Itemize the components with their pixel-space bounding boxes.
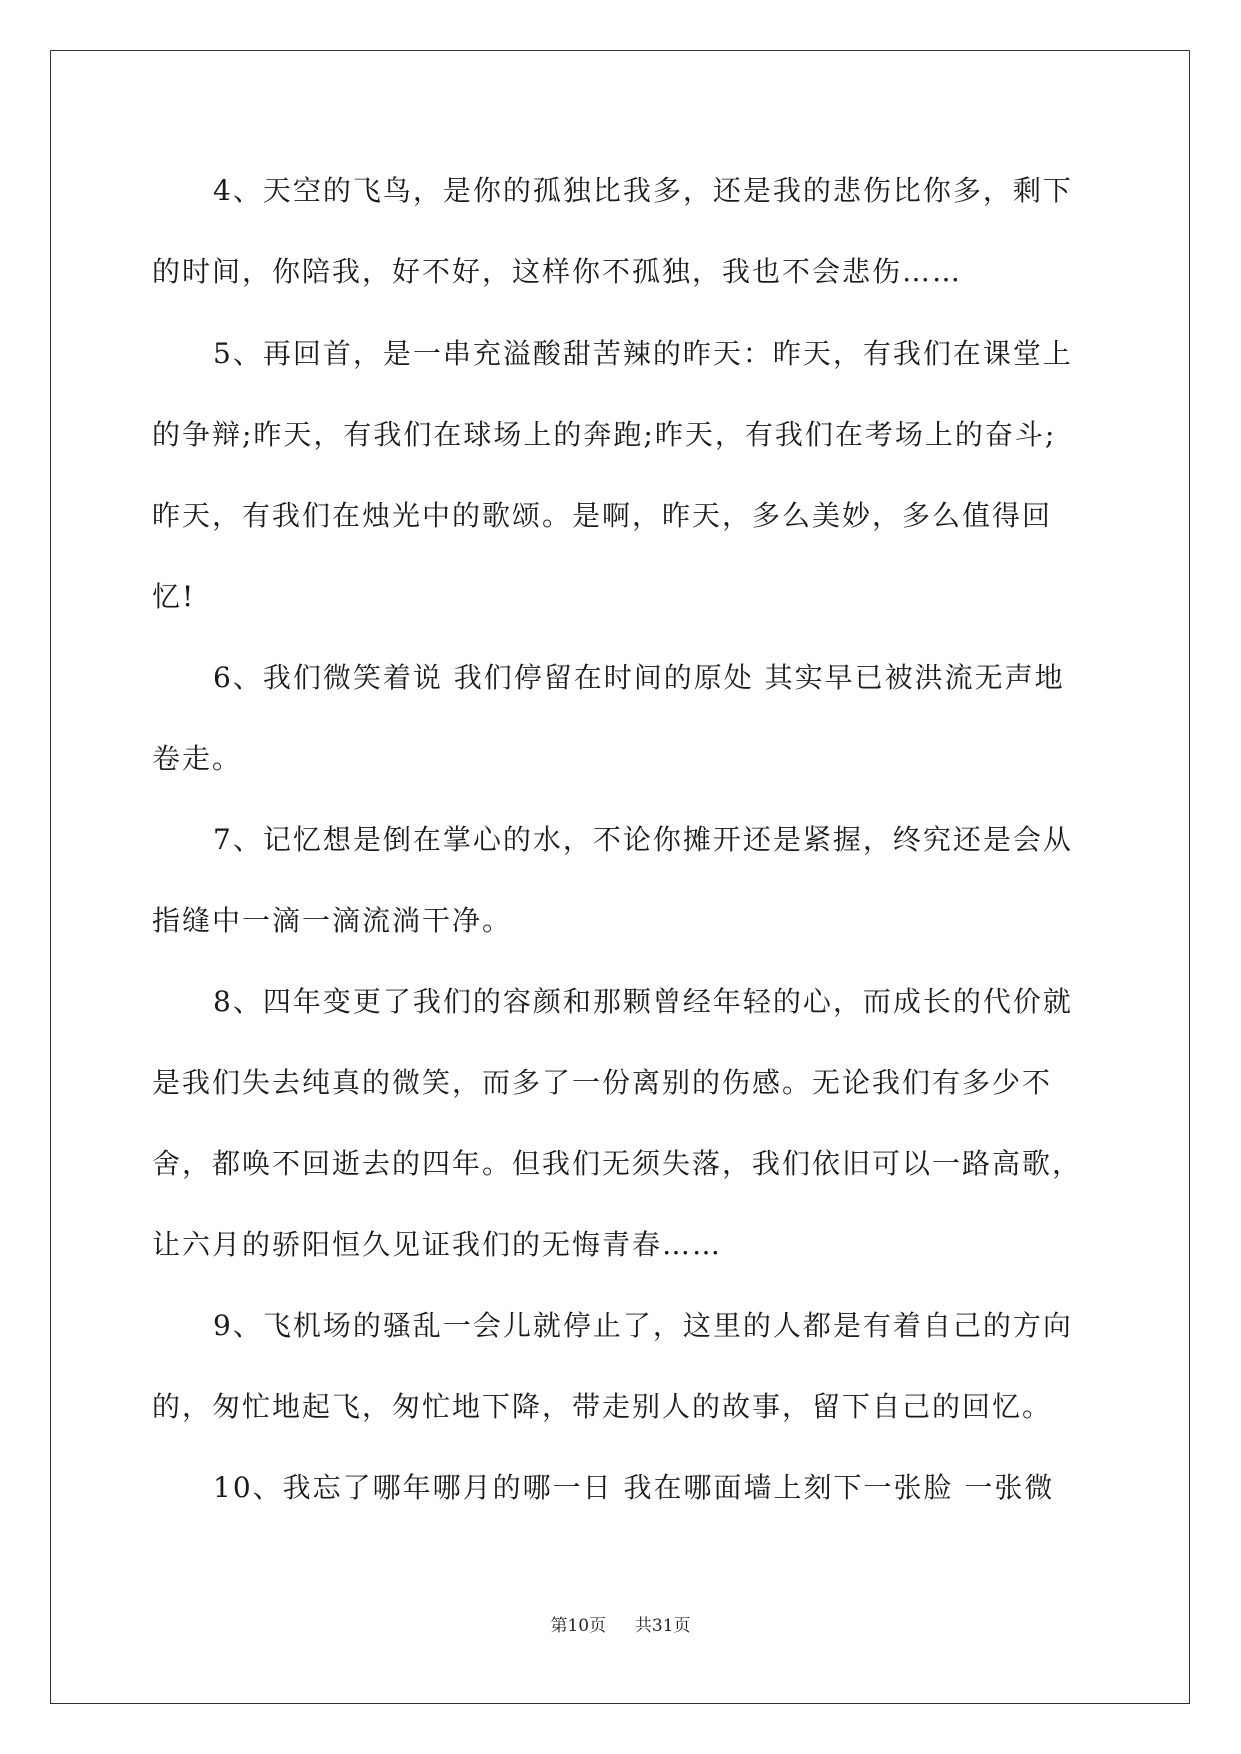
text-line: 是我们失去纯真的微笑，而多了一份离别的伤感。无论我们有多少不 [152, 1066, 1053, 1099]
text-line: 4、天空的飞鸟，是你的孤独比我多，还是我的悲伤比你多，剩下 [213, 174, 1073, 207]
text-line: 卷走。 [152, 742, 243, 775]
text-line: 8、四年变更了我们的容颜和那颗曾经年轻的心，而成长的代价就 [213, 985, 1073, 1018]
text-line: 昨天，有我们在烛光中的歌颂。是啊，昨天，多么美妙，多么值得回 [152, 499, 1053, 532]
page-total: 共31页 [634, 1616, 691, 1636]
text-line: 7、记忆想是倒在掌心的水，不论你摊开还是紧握，终究还是会从 [213, 823, 1073, 856]
text-line: 5、再回首，是一串充溢酸甜苦辣的昨天：昨天，有我们在课堂上 [213, 337, 1073, 370]
page-number: 第10页 [550, 1616, 607, 1636]
text-line: 忆! [152, 580, 196, 613]
text-line: 让六月的骄阳恒久见证我们的无悔青春…… [152, 1228, 723, 1261]
text-line: 的，匆忙地起飞，匆忙地下降，带走别人的故事，留下自己的回忆。 [152, 1390, 1053, 1423]
text-line: 舍，都唤不回逝去的四年。但我们无须失落，我们依旧可以一路高歌， [152, 1147, 1083, 1180]
text-line: 10、我忘了哪年哪月的哪一日 我在哪面墙上刻下一张脸 一张微 [213, 1471, 1055, 1504]
text-line: 的争辩;昨天，有我们在球场上的奔跑;昨天，有我们在考场上的奋斗; [152, 418, 1057, 451]
text-line: 指缝中一滴一滴流淌干净。 [152, 904, 513, 937]
text-line: 9、飞机场的骚乱一会儿就停止了，这里的人都是有着自己的方向 [213, 1309, 1073, 1342]
text-line: 6、我们微笑着说 我们停留在时间的原处 其实早已被洪流无声地 [213, 661, 1065, 694]
page-border [50, 50, 1190, 1704]
page-footer [0, 1614, 1241, 1638]
text-line: 的时间，你陪我，好不好，这样你不孤独，我也不会悲伤…… [152, 255, 963, 288]
